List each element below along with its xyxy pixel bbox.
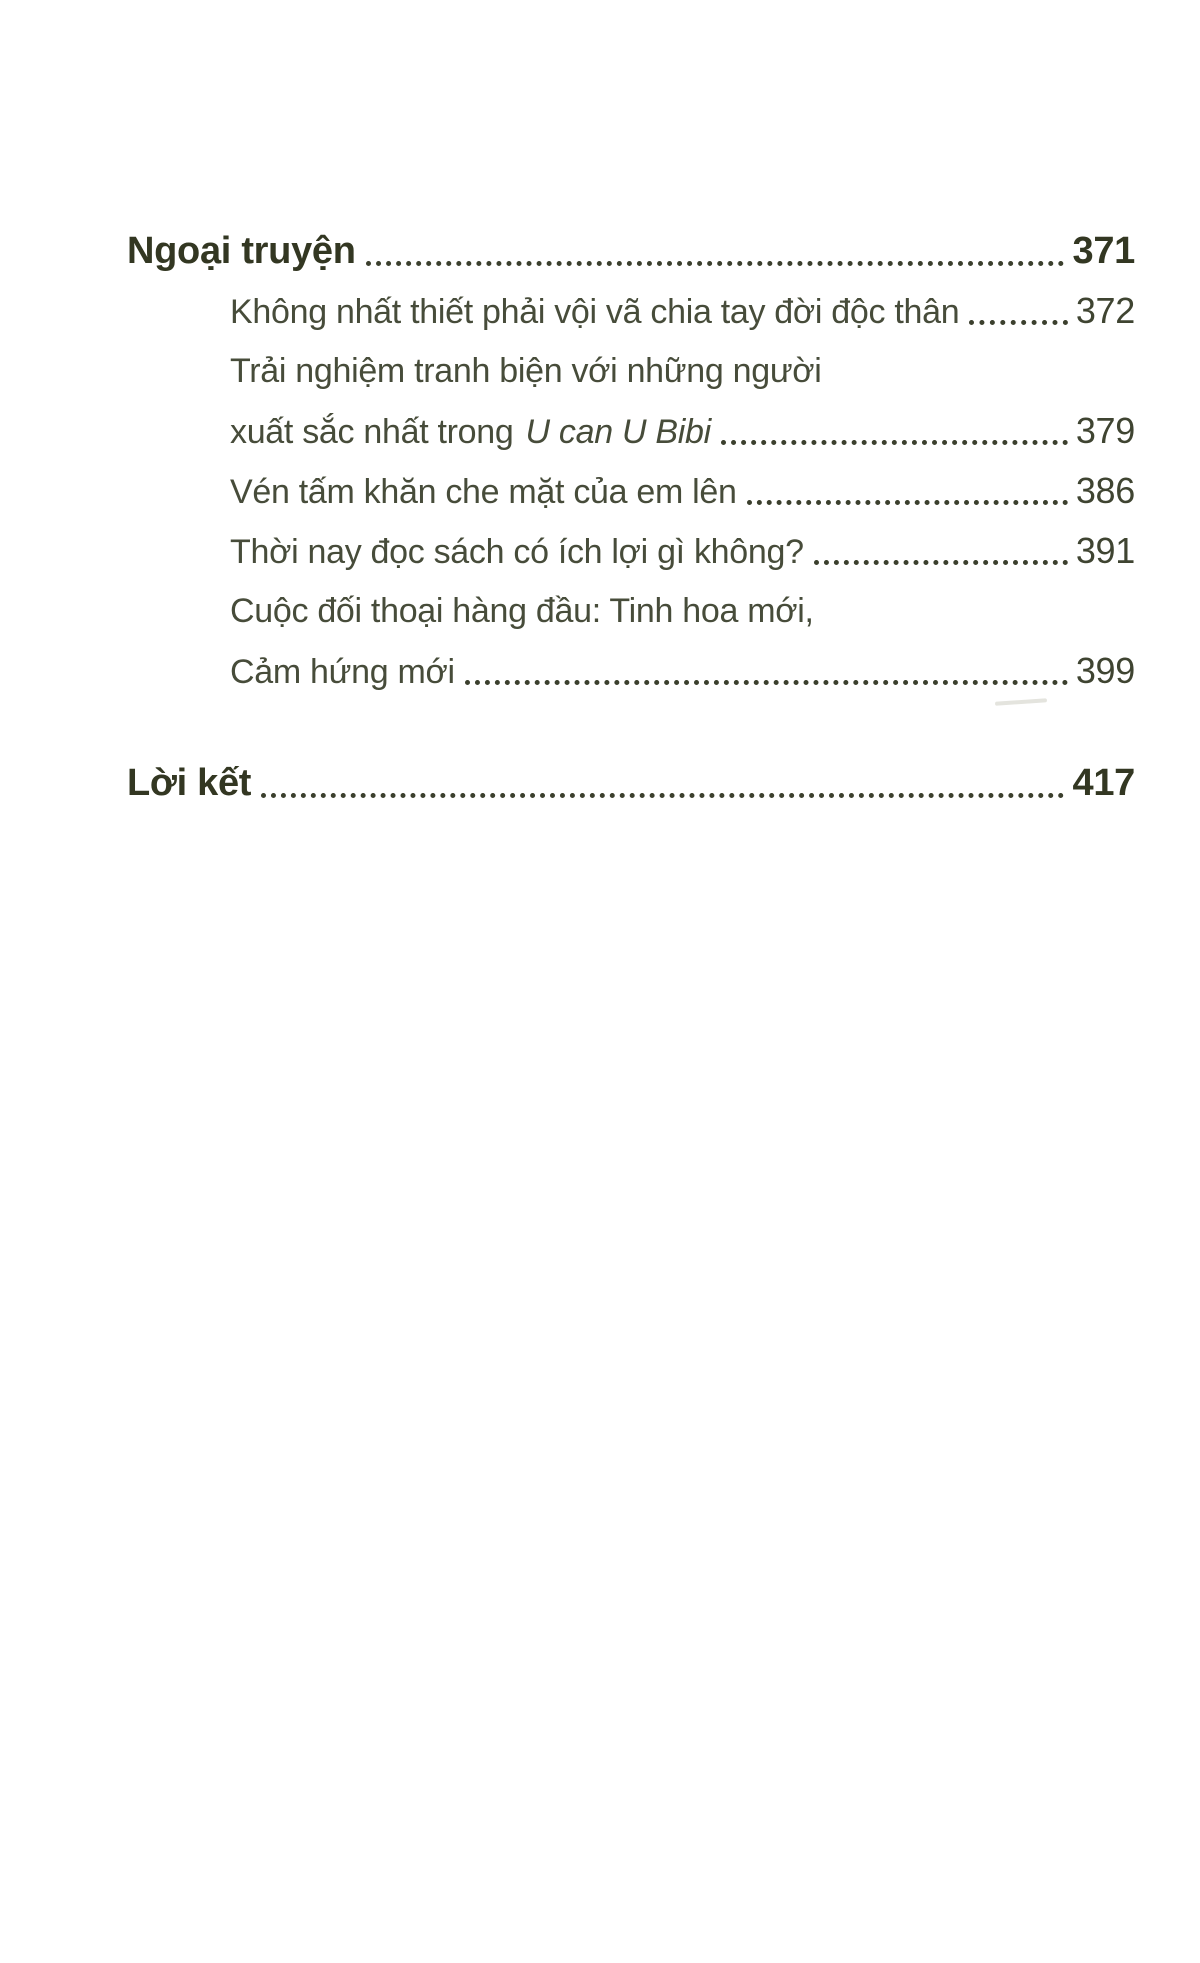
dot-leader — [969, 320, 1067, 325]
toc-row-chapter — [127, 221, 1135, 281]
chapter-title: Lời kết — [127, 762, 252, 804]
page-number: 417 — [1072, 762, 1135, 804]
dot-leader — [814, 560, 1068, 565]
entry-title: Thời nay đọc sách có ích lợi gì không? — [230, 533, 804, 571]
dot-leader — [721, 440, 1068, 445]
dot-leader — [366, 261, 1065, 266]
entry-title: Trải nghiệm tranh biện với những người — [230, 352, 822, 390]
toc-row-entry — [230, 641, 1135, 701]
entry-title: xuất sắc nhất trong — [230, 413, 514, 451]
chapter-title: Ngoại truyện — [127, 230, 356, 272]
entry-title: Cảm hứng mới — [230, 653, 455, 691]
toc-row-entry-wrap-line — [230, 341, 1135, 401]
page-number: 371 — [1072, 230, 1135, 272]
table-of-contents — [127, 221, 1135, 813]
entry-title: Vén tấm khăn che mặt của em lên — [230, 473, 737, 511]
toc-row-entry — [230, 461, 1135, 521]
toc-row-entry-wrap-line — [230, 581, 1135, 641]
dot-leader — [747, 500, 1068, 505]
page-number: 399 — [1075, 650, 1135, 691]
page-number: 379 — [1075, 410, 1135, 451]
page-number: 391 — [1075, 530, 1135, 571]
page-number: 372 — [1075, 290, 1135, 331]
dot-leader — [465, 680, 1068, 685]
dot-leader — [261, 793, 1064, 798]
entry-title: Cuộc đối thoại hàng đầu: Tinh hoa mới, — [230, 592, 814, 630]
toc-row-entry — [230, 521, 1135, 581]
page-number: 386 — [1075, 470, 1135, 511]
entry-title: Không nhất thiết phải vội vã chia tay đời độc thân — [230, 293, 960, 331]
toc-row-chapter — [127, 753, 1135, 813]
toc-row-entry — [230, 401, 1135, 461]
entry-title-italic: U can U Bibi — [525, 413, 711, 451]
toc-row-entry — [230, 281, 1135, 341]
